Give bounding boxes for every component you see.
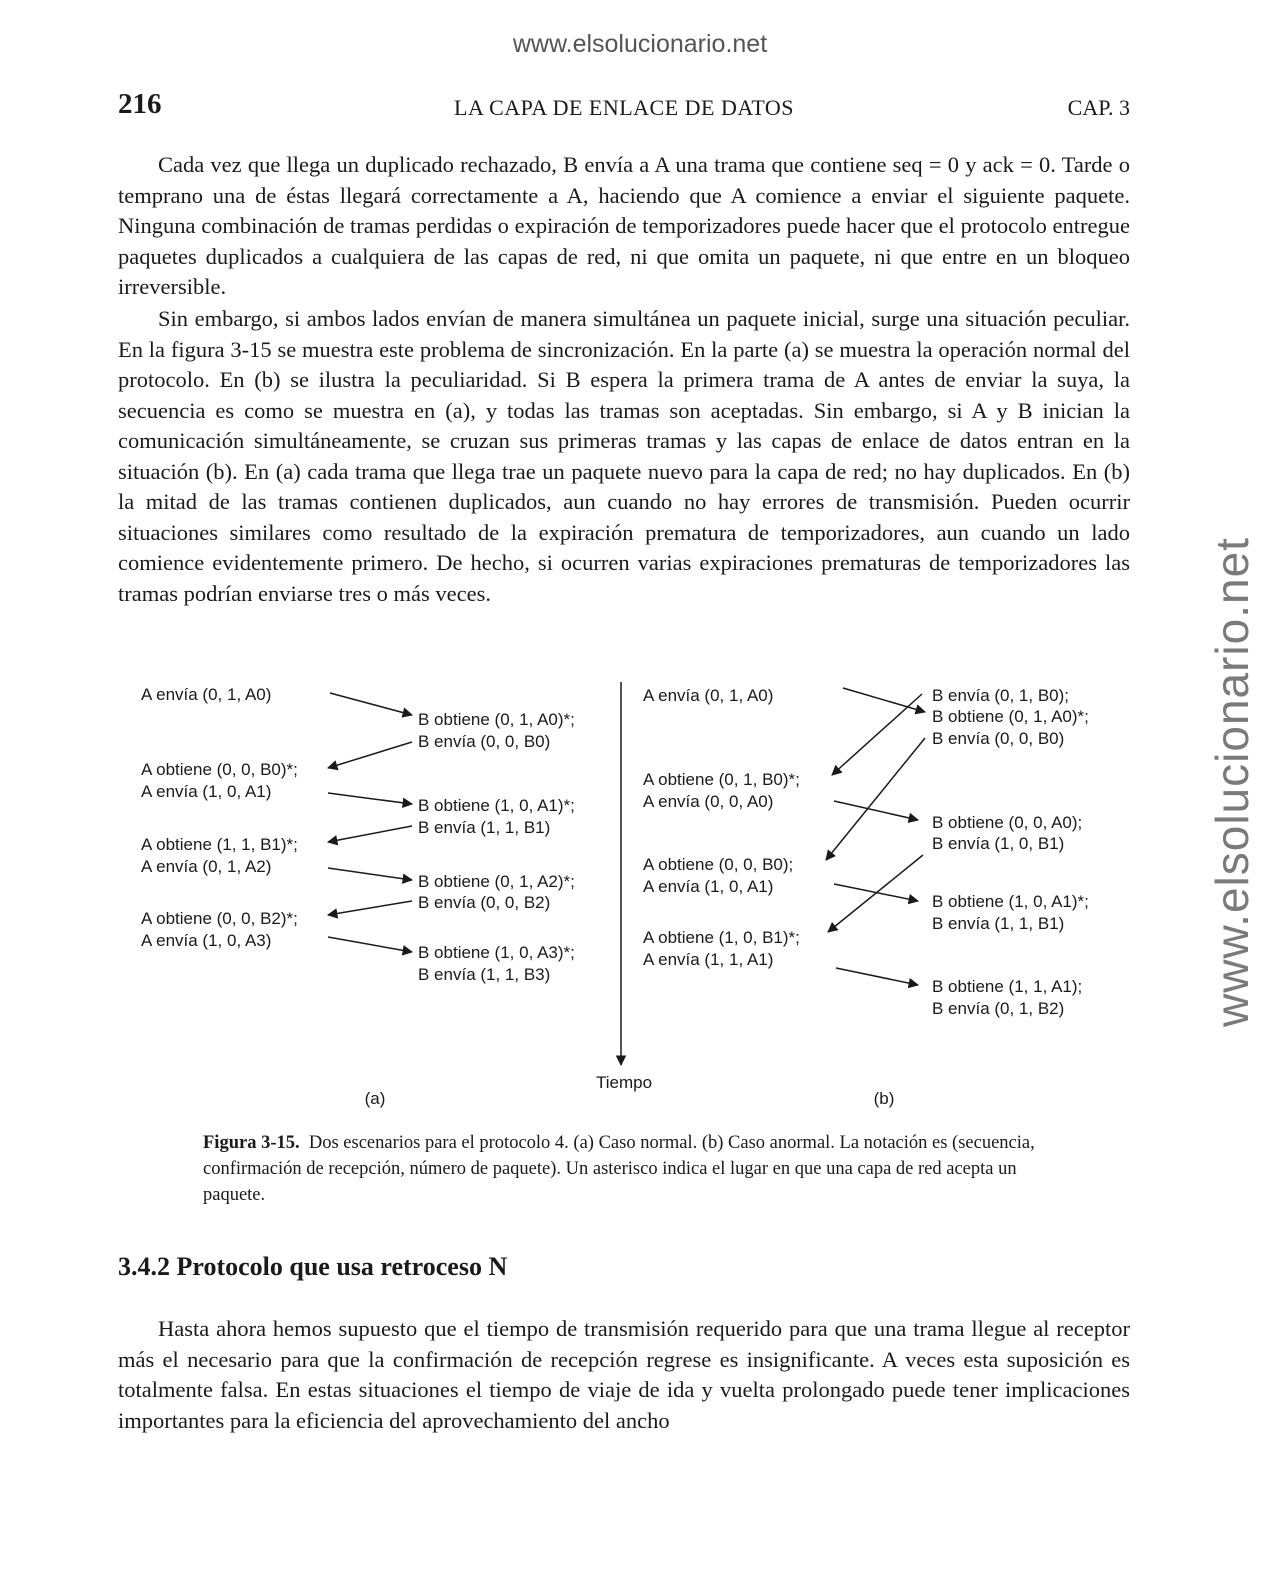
a-arrow-1 <box>330 693 412 715</box>
running-title: LA CAPA DE ENLACE DE DATOS <box>454 95 794 120</box>
b-arrow-6 <box>834 884 918 901</box>
b-arrow-1 <box>843 688 925 712</box>
b-right-label-2: B envía (0, 0, B0) <box>932 729 1065 748</box>
a-arrow-2 <box>328 742 412 768</box>
caption-text: Dos escenarios para el protocolo 4. (a) Caso normal. (b) Caso anormal. La notación es (secuencia, confirmación de recepción, número de paquete). Un asterisco indica el lugar en que una capa de red acepta un paquete. <box>203 1133 1035 1205</box>
a-left-label-3: A obtiene (1, 1, B1)*; <box>141 835 298 854</box>
b-right-label-5: B obtiene (1, 0, A1)*; <box>932 892 1089 911</box>
a-arrow-4 <box>328 826 412 842</box>
page-number: 216 <box>118 88 162 120</box>
protocol-figure <box>120 672 1120 1120</box>
section-heading: 3.4.2 Protocolo que usa retroceso N <box>118 1252 508 1281</box>
a-right-label-2: B obtiene (1, 0, A1)*; <box>418 796 575 815</box>
b-arrow-3 <box>826 738 925 860</box>
a-right-label-0: B obtiene (0, 1, A0)*; <box>418 710 575 729</box>
b-left-label-3: A obtiene (0, 0, B0); <box>643 855 794 874</box>
figure-part-b-label: (b) <box>873 1089 895 1108</box>
b-left-label-5: A obtiene (1, 0, B1)*; <box>643 928 800 947</box>
a-left-label-2: A envía (1, 0, A1) <box>141 782 272 801</box>
watermark-side: www.elsolucionario.net <box>1206 537 1258 1027</box>
b-arrow-4 <box>834 801 918 820</box>
chapter-label: CAP. 3 <box>1067 95 1130 120</box>
a-left-label-6: A envía (1, 0, A3) <box>141 931 272 950</box>
a-arrow-3 <box>328 793 412 804</box>
a-left-label-4: A envía (0, 1, A2) <box>141 857 272 876</box>
paragraph-3: Hasta ahora hemos supuesto que el tiempo de transmisión requerido para que una trama llegue al receptor más el necesario para que la confirmación de recepción regrese es insignificante. A veces esta suposición es totalmente falsa. En estas situaciones el tiempo de viaje de ida y vuelta prolongado puede tener implicaciones importantes para la eficiencia del aprovechamiento del ancho <box>118 1316 1130 1433</box>
b-right-label-3: B obtiene (0, 0, A0); <box>932 813 1083 832</box>
a-left-label-5: A obtiene (0, 0, B2)*; <box>141 909 298 928</box>
watermark-top: www.elsolucionario.net <box>512 30 768 58</box>
b-left-label-6: A envía (1, 1, A1) <box>643 950 774 969</box>
a-right-label-4: B obtiene (0, 1, A2)*; <box>418 872 575 891</box>
b-right-label-6: B envía (1, 1, B1) <box>932 914 1065 933</box>
b-right-label-0: B envía (0, 1, B0); <box>932 686 1070 705</box>
a-right-label-3: B envía (1, 1, B1) <box>418 818 551 837</box>
a-right-label-7: B envía (1, 1, B3) <box>418 965 551 984</box>
b-left-label-2: A envía (0, 0, A0) <box>643 792 774 811</box>
b-left-label-4: A envía (1, 0, A1) <box>643 877 774 896</box>
b-right-label-1: B obtiene (0, 1, A0)*; <box>932 707 1089 726</box>
b-left-label-1: A obtiene (0, 1, B0)*; <box>643 770 800 789</box>
b-right-label-4: B envía (1, 0, B1) <box>932 834 1065 853</box>
a-arrow-7 <box>328 937 412 952</box>
b-arrow-7 <box>836 968 918 985</box>
a-arrow-5 <box>328 868 412 880</box>
b-right-label-7: B obtiene (1, 1, A1); <box>932 977 1083 996</box>
page-header <box>118 88 1130 124</box>
paragraph-1: Cada vez que llega un duplicado rechazado, B envía a A una trama que contiene seq = 0 y ack = 0. Tarde o temprano una de éstas llegará correctamente a A, haciendo que A comience a enviar el siguiente paquete. Ninguna combinación de tramas perdidas o expiración de temporizadores puede hacer que el protocolo entregue paquetes duplicados a cualquiera de las capas de red, ni que omita un paquete, ni que entre en un bloqueo irreversible. <box>118 152 1130 299</box>
b-arrow-5 <box>828 855 923 932</box>
figure-caption <box>203 1130 1048 1208</box>
a-right-label-6: B obtiene (1, 0, A3)*; <box>418 943 575 962</box>
b-arrow-2 <box>832 694 922 775</box>
paragraph-2: Sin embargo, si ambos lados envían de manera simultánea un paquete inicial, surge una situación peculiar. En la figura 3-15 se muestra este problema de sincronización. En la parte (a) se muestra la operación normal del protocolo. En (b) se ilustra la peculiaridad. Si B espera la primera trama de A antes de enviar la suya, la secuencia es como se muestra en (a), y todas las tramas son aceptadas. Sin embargo, si A y B inician la comunicación simultáneamente, se cruzan sus primeras tramas y las capas de enlace de datos entran en la situación (b). En (a) cada trama que llega trae un paquete nuevo para la capa de red; no hay duplicados. En (b) la mitad de las tramas contienen duplicados, aun cuando no hay errores de transmisión. Pueden ocurrir situaciones similares como resultado de la expiración prematura de temporizadores, aun cuando un lado comience evidentemente primero. De hecho, si ocurren varias expiraciones prematuras de temporizadores las tramas podrían enviarse tres o más veces. <box>118 306 1130 606</box>
time-axis-label: Tiempo <box>595 1073 653 1092</box>
b-right-label-8: B envía (0, 1, B2) <box>932 999 1065 1018</box>
b-left-label-0: A envía (0, 1, A0) <box>643 686 774 705</box>
a-right-label-1: B envía (0, 0, B0) <box>418 732 551 751</box>
caption-label: Figura 3-15. <box>203 1133 300 1153</box>
a-left-label-0: A envía (0, 1, A0) <box>141 685 272 704</box>
a-left-label-1: A obtiene (0, 0, B0)*; <box>141 760 298 779</box>
a-arrow-6 <box>328 901 412 915</box>
figure-part-a-label: (a) <box>364 1089 386 1108</box>
a-right-label-5: B envía (0, 0, B2) <box>418 893 551 912</box>
